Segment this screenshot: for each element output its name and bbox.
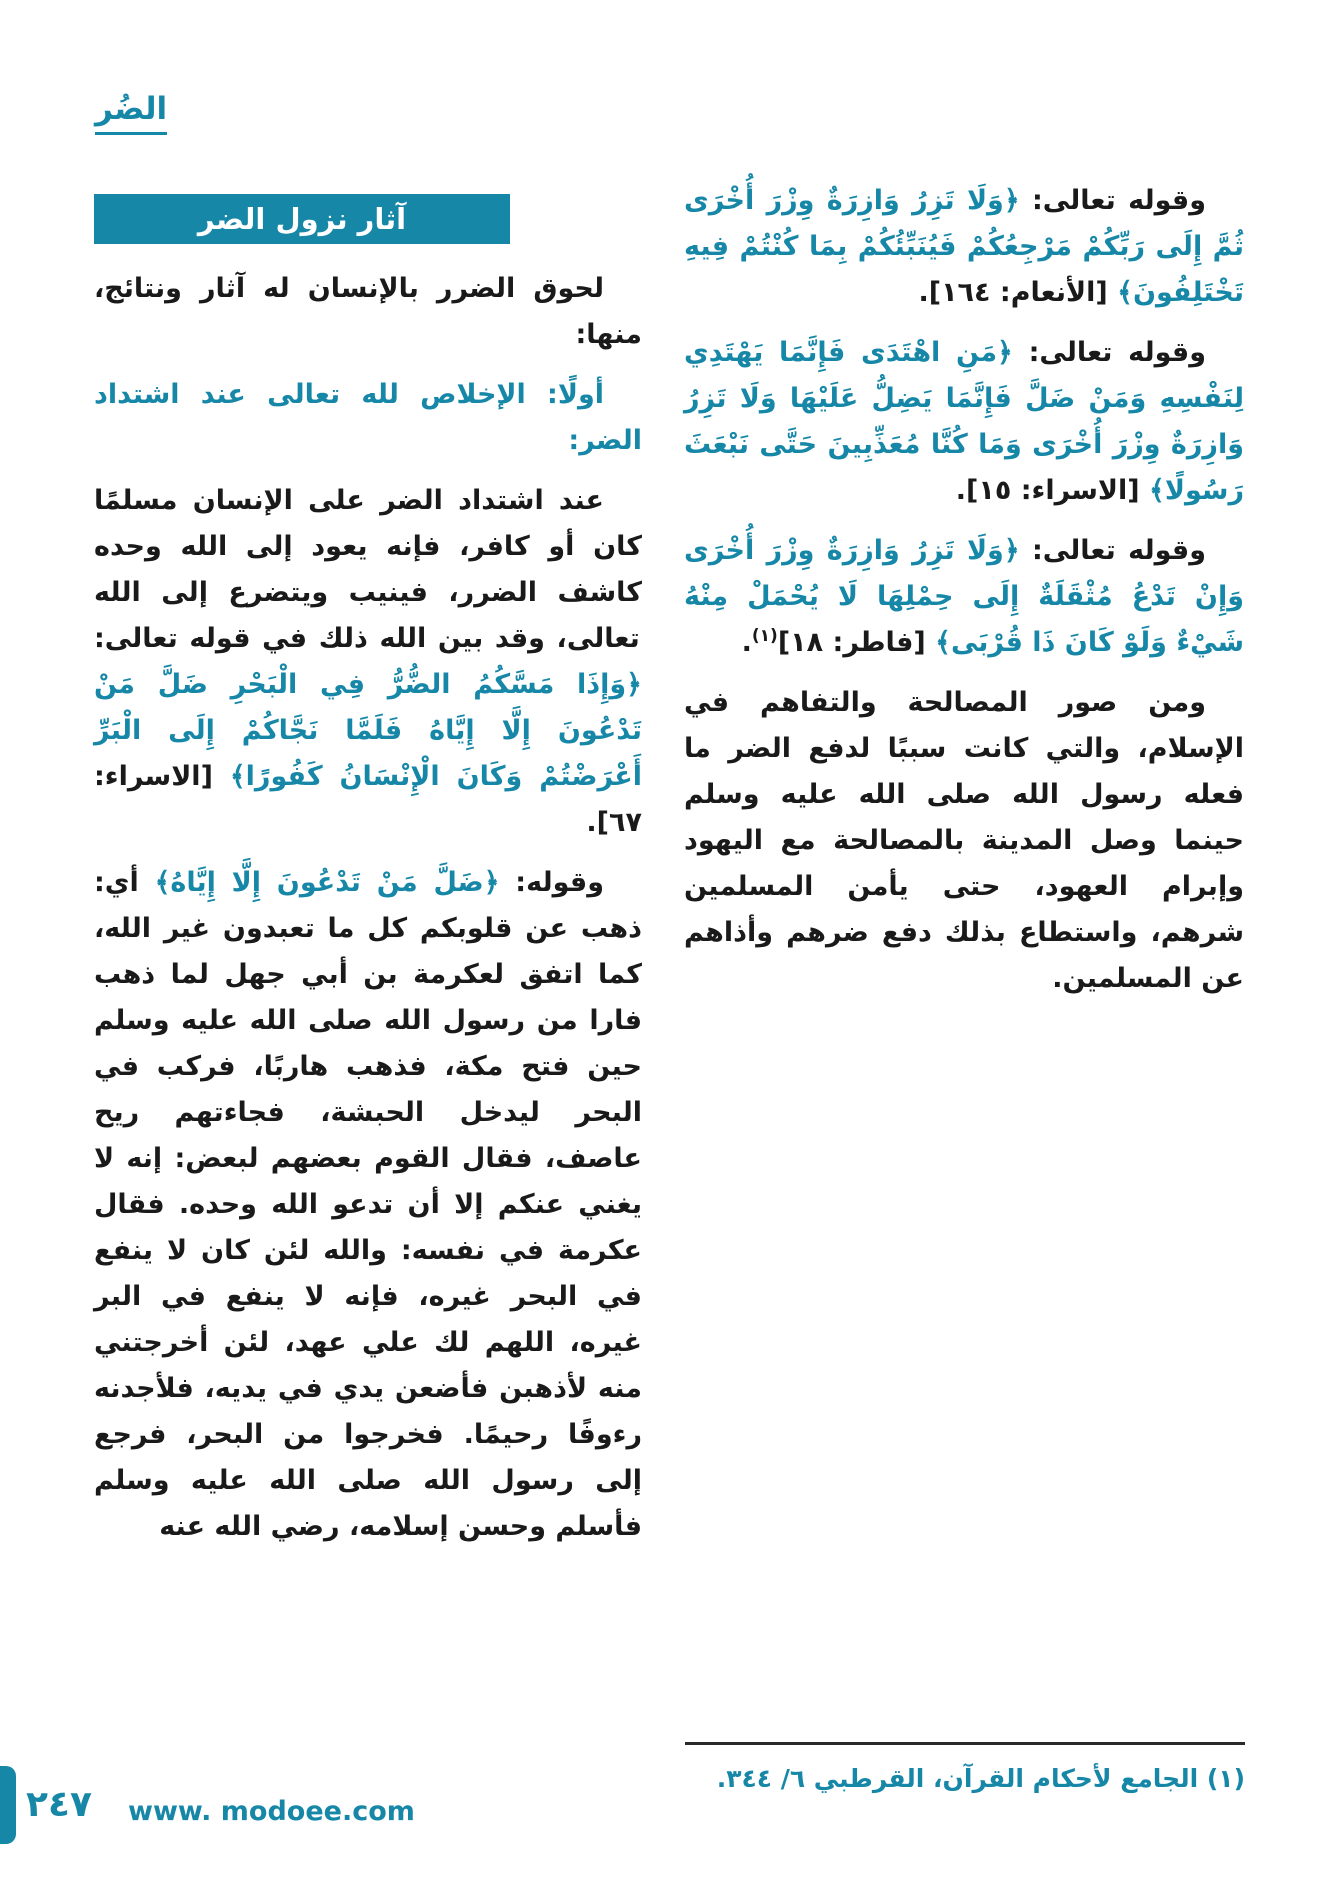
page-edge-tab	[0, 1766, 16, 1844]
verse-intro: وقوله تعالى:	[1012, 337, 1206, 368]
verse-reference: [فاطر: ١٨]	[777, 627, 926, 658]
paragraph-verse-1	[684, 178, 1244, 316]
quran-quote: ﴿مَنِ اهْتَدَى فَإِنَّمَا يَهْتَدِي لِنَفْسِهِ وَمَنْ ضَلَّ فَإِنَّمَا يَضِلُّ عَلَيْهَا وَلَا تَزِرُ وَازِرَةٌ وِزْرَ أُخْرَى وَمَا كُنَّا مُعَذِّبِينَ حَتَّى نَبْعَثَ رَسُولًا﴾	[684, 337, 1244, 506]
verse-reference: [الاسراء: ٦٧].	[94, 761, 642, 838]
footnote-divider	[685, 1742, 1245, 1745]
paragraph-intro	[94, 266, 642, 358]
page-header-title: الضُر	[95, 92, 167, 135]
body-text: لحوق الضرر بالإنسان له آثار ونتائج، منها:	[94, 273, 642, 350]
paragraph-explanation-1	[94, 478, 642, 846]
paragraph-explanation-2	[94, 860, 642, 1550]
website-url: www. modoee.com	[128, 1796, 415, 1827]
quran-quote: ﴿وَلَا تَزِرُ وَازِرَةٌ وِزْرَ أُخْرَى ثُمَّ إِلَى رَبِّكُمْ مَرْجِعُكُمْ فَيُنَبِّئُكُمْ بِمَا كُنْتُمْ فِيهِ تَخْتَلِفُونَ﴾	[684, 185, 1244, 308]
right-column	[684, 178, 1244, 1016]
text-columns	[94, 178, 1244, 1564]
paragraph-verse-2	[684, 330, 1244, 514]
footnote	[545, 1758, 1245, 1800]
body-text: عند اشتداد الضر على الإنسان مسلمًا كان أو كافر، فإنه يعود إلى الله وحده كاشف الضرر، فينيب ويتضرع إلى الله تعالى، وقد بين الله ذلك في قوله تعالى:	[94, 485, 642, 654]
verse-intro: وقوله:	[499, 867, 604, 898]
verse-reference: [الأنعام: ١٦٤].	[918, 277, 1108, 308]
paragraph-body	[684, 680, 1244, 1002]
subheading-first	[94, 372, 642, 464]
left-column	[94, 178, 642, 1564]
body-text: أي: ذهب عن قلوبكم كل ما تعبدون غير الله، كما اتفق لعكرمة بن أبي جهل لما ذهب فارا من رسول الله صلى الله عليه وسلم حين فتح مكة، فذهب هاربًا، فركب في البحر ليدخل الحبشة، فجاءتهم ريح عاصف، فقال القوم بعضهم لبعض: إنه لا يغني عنكم إلا أن تدعو الله وحده. فقال عكرمة في نفسه: والله لئن كان لا ينفع في البحر غيره، فإنه لا ينفع في البر غيره، اللهم لك علي عهد، لئن أخرجتني منه لأذهبن فأضعن يدي في يديه، فلأجدنه رءوفًا رحيمًا. فخرجوا من البحر، فرجع إلى رسول الله صلى الله عليه وسلم فأسلم وحسن إسلامه، رضي الله عنه	[94, 867, 642, 1542]
verse-intro: وقوله تعالى:	[1019, 535, 1206, 566]
quran-quote: ﴿وَلَا تَزِرُ وَازِرَةٌ وِزْرَ أُخْرَى وَإِنْ تَدْعُ مُثْقَلَةٌ إِلَى حِمْلِهَا لَا يُحْمَلْ مِنْهُ شَيْءٌ وَلَوْ كَانَ ذَا قُرْبَى﴾	[684, 535, 1244, 658]
verse-reference: [الاسراء: ١٥].	[955, 475, 1140, 506]
page-number: ٢٤٧	[26, 1784, 92, 1825]
quran-quote: ﴿ضَلَّ مَنْ تَدْعُونَ إِلَّا إِيَّاهُ﴾	[154, 867, 500, 898]
section-title: آثار نزول الضر	[197, 202, 407, 236]
quran-quote: ﴿وَإِذَا مَسَّكُمُ الضُّرُّ فِي الْبَحْرِ ضَلَّ مَنْ تَدْعُونَ إِلَّا إِيَّاهُ فَلَمَّا نَجَّاكُمْ إِلَى الْبَرِّ أَعْرَضْتُمْ وَكَانَ الْإِنْسَانُ كَفُورًا﴾	[94, 669, 642, 792]
footnote-marker: (١)	[751, 626, 778, 646]
paragraph-verse-3	[684, 528, 1244, 666]
footnote-text: (١) الجامع لأحكام القرآن، القرطبي ٦/ ٣٤٤.	[716, 1764, 1245, 1793]
subheading-text: أولًا: الإخلاص لله تعالى عند اشتداد الضر:	[94, 379, 642, 456]
section-title-box	[94, 194, 510, 244]
verse-intro: وقوله تعالى:	[1019, 185, 1206, 216]
body-text: ومن صور المصالحة والتفاهم في الإسلام، والتي كانت سببًا لدفع الضر ما فعله رسول الله صلى الله عليه وسلم حينما وصل المدينة بالمصالحة مع اليهود وإبرام العهود، حتى يأمن المسلمين شرهم، واستطاع بذلك دفع ضرهم وأذاهم عن المسلمين.	[684, 687, 1244, 994]
period: .	[741, 627, 752, 658]
